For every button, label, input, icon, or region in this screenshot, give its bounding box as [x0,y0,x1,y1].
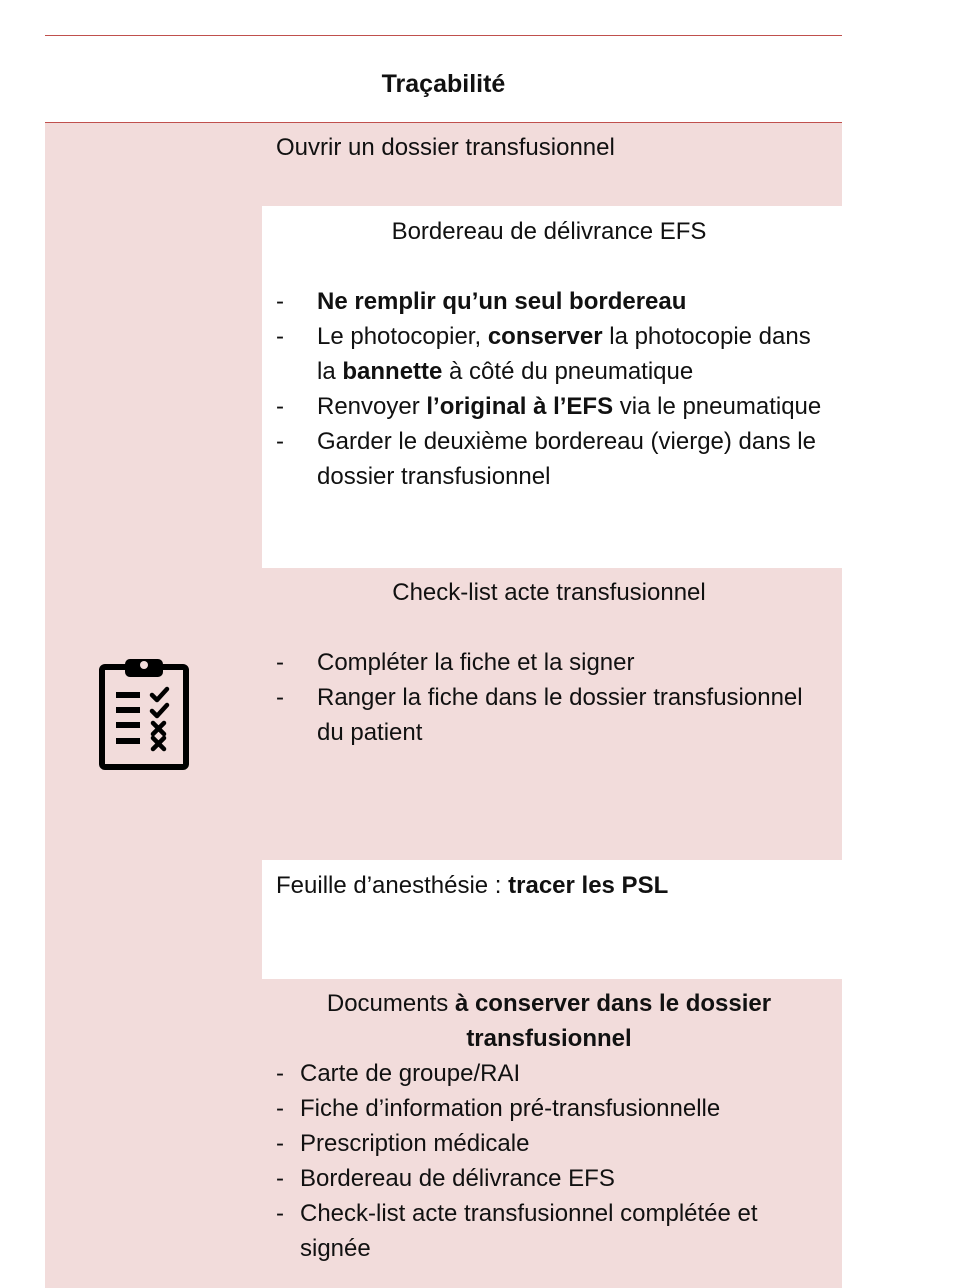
list-item-text: Renvoyer [317,393,427,420]
open-file-text: Ouvrir un dossier transfusionnel [276,134,615,161]
list-dash: - [276,288,284,315]
list-item-text: Garder le deuxième bordereau (vierge) dans le dossier transfusionnel [317,428,816,490]
list-item [276,680,822,750]
list-item-bold-text: Ne remplir qu’un seul bordereau [317,288,687,315]
documents-section [262,979,842,1288]
list-item-text: via le pneumatique [613,393,822,420]
list-item-text: à côté du pneumatique [442,358,694,385]
list-item [276,319,822,389]
list-item [276,1126,822,1161]
list-item-text: Ranger la fiche dans le dossier transfusionnel du patient [317,684,803,746]
list-dash: - [276,393,284,420]
documents-list [276,1056,822,1266]
list-dash: - [276,1060,284,1087]
bordereau-section [262,206,842,568]
list-item [276,1161,822,1196]
list-dash: - [276,649,284,676]
list-dash: - [276,684,284,711]
bordereau-list [276,284,822,494]
list-item [276,1056,822,1091]
list-item [276,645,822,680]
clipboard-checklist-icon [97,655,191,771]
list-item [276,284,822,319]
list-dash: - [276,323,284,350]
list-dash: - [276,1200,284,1227]
page-title: Traçabilité [381,70,506,98]
checklist-section [262,568,842,860]
anesthesia-label: Feuille d’anesthésie : [276,872,509,899]
documents-heading-bold: à conserver dans le dossier transfusionnel [454,990,772,1052]
checklist-list [276,645,822,750]
list-item-text: Fiche d’information pré-transfusionnelle [300,1095,721,1122]
list-item-text: Compléter la fiche et la signer [317,649,635,676]
documents-heading [276,986,822,1056]
list-item [276,1091,822,1126]
list-item [276,1196,822,1266]
list-dash: - [276,1095,284,1122]
list-item [276,424,822,494]
list-dash: - [276,1130,284,1157]
documents-heading-plain: Documents [326,990,455,1017]
list-item-bold-text: conserver [487,323,603,350]
list-item-text: la photocopie dans la [317,323,811,385]
bordereau-heading: Bordereau de délivrance EFS [391,218,707,245]
list-item [276,389,822,424]
list-item-text: Carte de groupe/RAI [300,1060,521,1087]
title-rule [45,122,842,123]
top-rule [45,35,842,36]
open-file-section [262,130,842,206]
list-item-text: Bordereau de délivrance EFS [300,1165,615,1192]
list-item-text: Check-list acte transfusionnel complétée et signée [300,1200,758,1262]
list-item-text: Prescription médicale [300,1130,530,1157]
checklist-heading: Check-list acte transfusionnel [392,579,706,606]
anesthesia-section [262,860,842,979]
list-item-bold-text: l’original à l’EFS [426,393,614,420]
list-dash: - [276,428,284,455]
list-item-bold-text: bannette [342,358,443,385]
list-item-text: Le photocopier, [317,323,488,350]
anesthesia-bold: tracer les PSL [508,872,669,899]
list-dash: - [276,1165,284,1192]
